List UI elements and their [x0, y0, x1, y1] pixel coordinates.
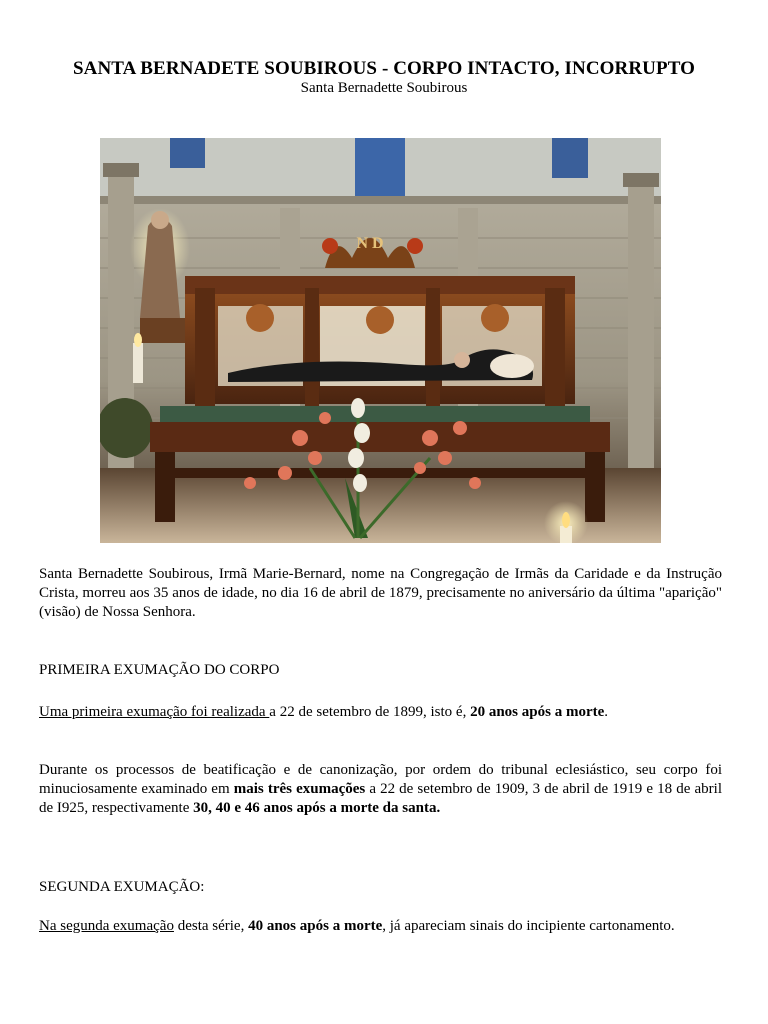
canonization-paragraph: [39, 761, 722, 818]
reliquary-photo: [100, 138, 661, 543]
intro-paragraph: Santa Bernadette Soubirous, Irmã Marie-Bernard, nome na Congregação de Irmãs da Caridade e da Instrução Crista, morreu aos 35 anos de idade, no dia 16 de abril de 1879, precisamente no aniversário da última "aparição" (visão) de Nossa Senhora.: [39, 566, 722, 620]
section-heading-first-exhumation: PRIMEIRA EXUMAÇÃO DO CORPO: [39, 662, 280, 678]
bold-phrase: 20 anos após a morte: [470, 704, 605, 720]
text-span: Durante os processos de beatificação e de canonização, por ordem do tribunal eclesiástico, seu corpo foi minuciosamente examinado em: [39, 762, 722, 797]
bold-phrase: mais três exumações: [233, 781, 366, 797]
emblem-monogram: N D: [356, 235, 384, 252]
underlined-phrase: Uma primeira exumação foi realizada: [39, 704, 270, 720]
bold-phrase: 30, 40 e 46 anos após a morte da santa.: [193, 800, 441, 816]
text-span: .: [604, 704, 609, 720]
section-heading-second-exhumation: SEGUNDA EXUMAÇÃO:: [39, 879, 205, 895]
reliquary-photo-illustration: [100, 138, 661, 543]
text-span: a 22 de setembro de 1909, 3 de abril de 1919 e 18 de abril de I925, respectivamente: [39, 781, 723, 816]
bold-phrase: 40 anos após a morte: [248, 918, 383, 934]
underlined-phrase: Na segunda exumação: [39, 918, 174, 934]
text-span: , já apareciam sinais do incipiente cartonamento.: [382, 918, 675, 934]
page-title: SANTA BERNADETE SOUBIROUS - CORPO INTACTO, INCORRUPTO: [72, 58, 696, 79]
second-exhumation-paragraph: [39, 917, 722, 936]
text-span: a 22 de setembro de 1899, isto é,: [269, 704, 471, 720]
first-exhumation-paragraph: [39, 703, 722, 722]
page-subtitle: Santa Bernadette Soubirous: [300, 80, 468, 96]
text-span: desta série,: [173, 918, 249, 934]
